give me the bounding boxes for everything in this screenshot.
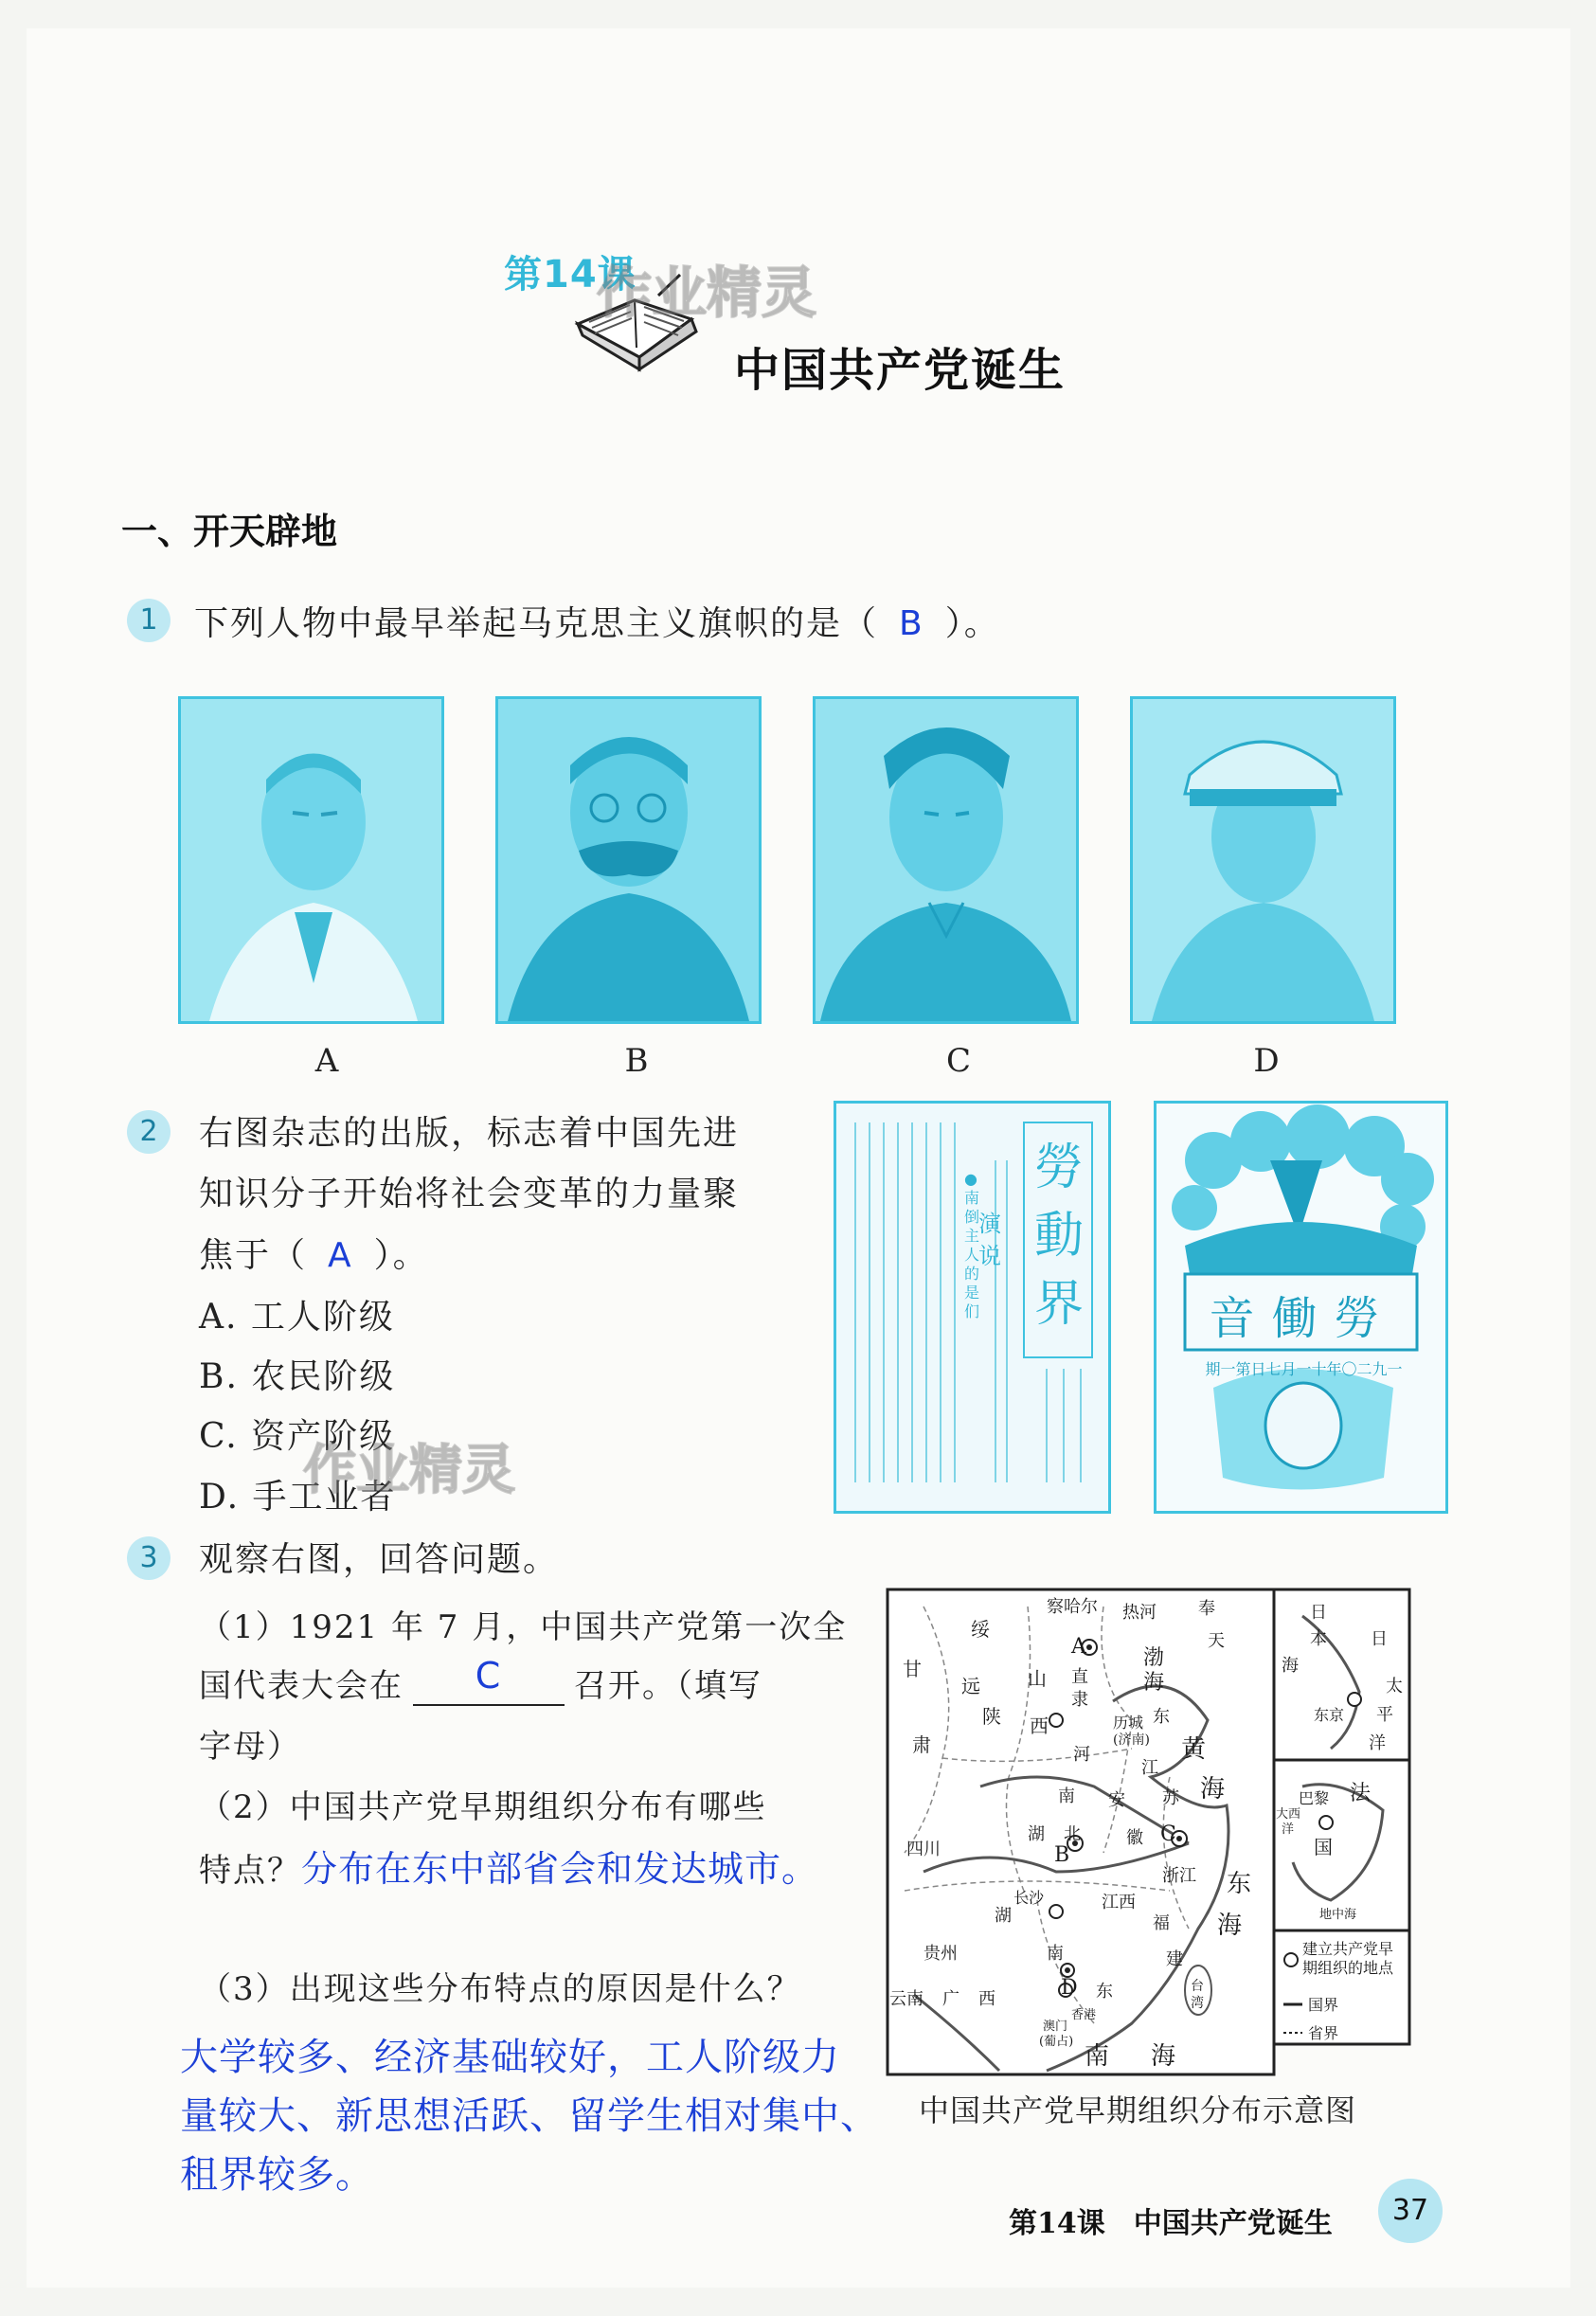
map-label: 奉 [1198,1599,1215,1619]
map-label: 天 [1208,1631,1225,1651]
map-label: 浙江 [1162,1866,1196,1886]
inset-label: 巴黎 [1299,1789,1330,1807]
question-1-stem [194,597,1000,645]
question-number-2: 2 [127,1110,170,1154]
inset-label: 洋 [1282,1822,1295,1837]
legend-item-border: 国界 [1308,1996,1339,2014]
answer-blank [413,1655,565,1706]
map-label: 香港 [1071,2008,1097,2022]
question-2-line-2: 知识分子开始将社会变革的力量聚 [199,1175,740,1213]
question-3-part-2-line-2 [199,1840,818,1892]
inset-label: 本 [1310,1629,1327,1649]
question-2-option-b: B. 农民阶级 [199,1357,396,1396]
map-label: 南 [1085,2042,1110,2071]
map-label: 东 [1227,1870,1252,1898]
question-number-1: 1 [127,599,170,642]
map-label: 云南 [889,1989,924,2009]
question-2-option-c: C. 资产阶级 [199,1417,396,1456]
map-label: 湖北 [1028,1824,1100,1844]
portrait-d [1130,696,1396,1024]
map-label: 历城 [1113,1714,1144,1732]
map-label: (济南) [1113,1733,1150,1748]
inset-label: 东京 [1314,1706,1345,1724]
map-label: 贵州 [924,1944,958,1964]
map-label: 海 [1151,2042,1176,2071]
map-label: 黄 [1181,1735,1207,1764]
map-label: 绥 [971,1618,990,1641]
map-label: 苏 [1162,1788,1179,1808]
magazine-cover-title: 音働勞 [1209,1292,1397,1345]
magazine-page-image [834,1101,1111,1514]
map-label: 直 [1071,1667,1088,1687]
lesson-title: 中国共产党诞生 [734,344,1067,397]
map-label: 南 [1058,1786,1075,1806]
question-3-part-1-line-3: 字母） [199,1728,301,1766]
map-label: 甘 [903,1658,922,1680]
map-label: 湖 [995,1906,1012,1926]
portrait-c [813,696,1079,1024]
map-caption: 中国共产党早期组织分布示意图 [919,2092,1357,2128]
map-label: 热河 [1122,1603,1157,1623]
question-2-text: 焦于（ [199,1236,308,1275]
question-3-part-3: （3）出现这些分布特点的原因是什么？ [199,1970,801,2008]
page-number: 37 [1378,2179,1443,2243]
map-label: 东 [1096,1982,1113,2002]
question-2-text-end: ）。 [373,1236,429,1275]
watermark: 作业精灵 [303,1440,515,1501]
map-figure [886,1588,1411,2080]
question-2-answer: A [328,1236,353,1275]
question-3-part-1-line-2 [199,1655,762,1706]
map-label: 南 [1047,1944,1064,1964]
question-2-option-d: D. 手工业者 [199,1478,397,1517]
legend-item-locations: 建立共产党早期组织的地点 [1302,1940,1394,1977]
map-label: 察哈尔 [1047,1597,1098,1617]
question-3-part-2-line-1: （2）中国共产党早期组织分布有哪些 [199,1788,767,1826]
map-label: 山 [1028,1667,1047,1690]
map-point-c: C [1160,1822,1176,1846]
question-3-part-2-answer: 分布在东中部省会和发达城市。 [301,1848,819,1890]
map-label: 海 [1200,1775,1226,1804]
map-label: 渤海 [1143,1646,1165,1695]
map-label: (葡占) [1039,2035,1074,2049]
portrait-a [178,696,444,1024]
map-label: 海 [1217,1912,1243,1940]
map-label: 江西 [1102,1893,1136,1912]
inset-label: 日 [1371,1629,1388,1649]
legend-item-province: 省界 [1308,2024,1339,2042]
question-3-stem: 观察右图，回答问题。 [199,1540,560,1579]
inset-label: 平 [1376,1705,1393,1725]
inset-label: 地中海 [1319,1908,1357,1922]
question-1-text-end: ）。 [944,604,1000,643]
map-label: 陕 [982,1705,1001,1728]
question-3-part-3-answer-line-3: 租界较多。 [180,2153,374,2197]
map-label: 隶 [1071,1690,1088,1710]
map-label: 徽 [1126,1828,1143,1848]
map-label: 长沙 [1013,1889,1045,1907]
question-3-part-2-text: 特点？ [199,1852,301,1890]
map-point-b: B [1054,1843,1070,1867]
question-3-part-3-answer-line-2: 量较大、新思想活跃、留学生相对集中、 [180,2094,879,2138]
map-label: 远 [961,1675,980,1697]
question-1-text: 下列人物中最早举起马克思主义旗帜的是（ [194,604,879,643]
magazine-cover-image [1154,1101,1448,1514]
question-3-part-1-line-1: （1）1921 年 7 月，中国共产党第一次全 [199,1608,848,1646]
question-2-line-1: 右图杂志的出版，标志着中国先进 [199,1114,740,1153]
watermark: 作业精灵 [597,260,817,325]
question-2-line-3 [199,1229,429,1277]
map-label: 广西 [942,1989,1014,2009]
map-label: 澳门 [1043,2020,1068,2034]
map-label: 台湾 [1191,1979,1204,2011]
map-label: 河 [1073,1745,1090,1765]
question-number-3: 3 [127,1536,170,1580]
map-label: 西 [1030,1715,1049,1737]
map-point-a: A [1071,1635,1086,1659]
lesson-number: 第14课 [504,253,637,296]
inset-label: 大西 [1276,1807,1301,1822]
magazine-column-heading: 演说 [978,1211,1001,1269]
inset-label: 洋 [1369,1733,1386,1753]
option-label-b: B [624,1042,649,1080]
portrait-b [495,696,762,1024]
inset-label: 日 [1310,1603,1327,1623]
map-label: 建 [1166,1949,1183,1969]
inset-label: 法 [1350,1782,1372,1805]
magazine-title: 勞動界 [1033,1140,1084,1333]
map-point-d: D [1061,1976,1078,2000]
question-3-part-1-text-end: 召开。（填写 [574,1667,762,1705]
map-label: 东 [1153,1707,1170,1727]
map-label: 福 [1153,1913,1170,1933]
option-label-a: A [314,1042,339,1080]
footer-title: 第14课 中国共产党诞生 [1009,2207,1333,2240]
inset-label: 海 [1282,1656,1299,1676]
question-2-option-a: A. 工人阶级 [199,1298,395,1337]
question-3-part-3-answer-line-1: 大学较多、经济基础较好，工人阶级力 [180,2036,840,2079]
map-label: 江 [1141,1758,1158,1778]
question-1-answer: B [899,604,924,643]
question-3-part-1-answer: C [475,1655,503,1697]
map-label: 肃 [912,1733,931,1756]
option-label-c: C [945,1042,971,1080]
map-label: 四川 [906,1840,941,1859]
map-label: 安 [1108,1790,1125,1810]
section-title: 一、开天辟地 [121,511,338,552]
inset-label: 太 [1386,1677,1403,1697]
inset-label: 国 [1314,1836,1333,1858]
magazine-cover-date: 期一第日七月一十年〇二九一 [1205,1360,1403,1378]
option-label-d: D [1253,1042,1280,1080]
magazine-column-subheading: ●南倒主人的是们 [964,1170,980,1320]
question-3-part-1-text: 国代表大会在 [199,1667,403,1705]
